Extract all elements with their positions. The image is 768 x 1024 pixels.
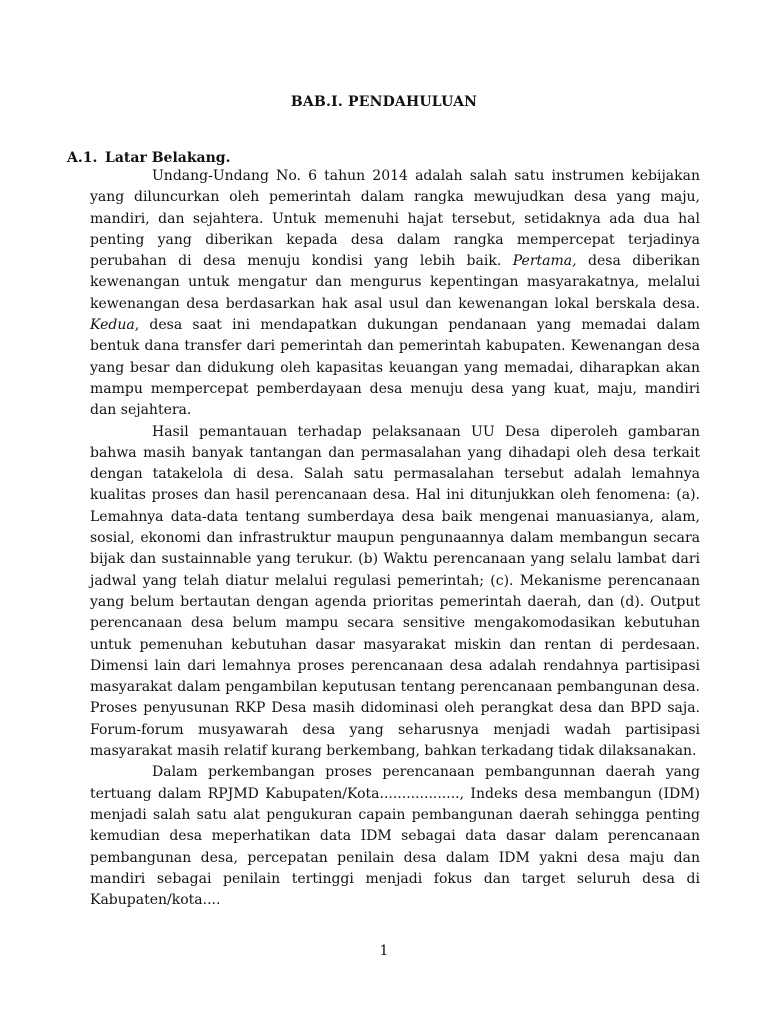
section-title: Latar Belakang. bbox=[105, 150, 231, 166]
chapter-title: BAB.I. PENDAHULUAN bbox=[290, 94, 478, 110]
section-heading bbox=[67, 150, 230, 166]
page-number: 1 bbox=[379, 943, 389, 959]
paragraph-text: desa diberikan kewenangan untuk mengatur dan mengurus kepentingan masyarakatnya, melalui kewenangan desa berdasarkan hak asal usul dan kewenangan lokal berskala desa. bbox=[90, 253, 700, 312]
emphasis-text: Pertama, bbox=[512, 253, 577, 270]
paragraph-text: Undang-Undang No. 6 tahun 2014 adalah salah satu instrumen kebijakan yang diluncurkan oleh pemerintah dalam rangka mewujudkan desa yang maju, mandiri, dan sejahtera. Untuk memenuhi hajat tersebut, setidaknya ada dua hal penting yang diberikan kepada desa dalam rangka mempercepat terjadinya perubahan di desa menuju kondisi yang lebih baik. bbox=[90, 168, 700, 270]
section-number: A.1. bbox=[67, 150, 98, 166]
paragraph-text: , desa saat ini mendapatkan dukungan pendanaan yang memadai dalam bentuk dana transfer dari pemerintah dan pemerintah kabupaten. Kewenangan desa yang besar dan didukung oleh kapasitas keuangan yang memadai, diharapkan akan mampu mempercepat pemberdayaan desa menuju desa yang kuat, maju, mandiri dan sejahtera. bbox=[90, 317, 700, 419]
paragraph: Hasil pemantauan terhadap pelaksanaan UU Desa diperoleh gambaran bahwa masih banyak tantangan dan permasalahan yang dihadapi oleh desa terkait dengan tatakelola di desa. Salah satu permasalahan tersebut adalah lemahnya kualitas proses dan hasil perencanaan desa. Hal ini ditunjukkan oleh fenomena: (a). Lemahnya data-data tentang sumberdaya desa baik mengenai manuasianya, alam, sosial, ekonomi dan infrastruktur maupun pengunaannya dalam membangun secara bijak dan sustainnable yang terukur. (b) Waktu perencanaan yang selalu lambat dari jadwal yang telah diatur melalui regulasi pemerintah; (c). Mekanisme perencanaan yang belum bertautan dengan agenda prioritas pemerintah daerah, dan (d). Output perencanaan desa belum mampu secara sensitive mengakomodasikan kebutuhan untuk pemenuhan kebutuhan dasar masyarakat miskin dan rentan di perdesaan. Dimensi lain dari lemahnya proses perencanaan desa adalah rendahnya partisipasi masyarakat dalam pengambilan keputusan tentang perencanaan pembangunan desa. Proses penyusunan RKP Desa masih didominasi oleh perangkat desa dan BPD saja. Forum-forum musyawarah desa yang seharusnya menjadi wadah partisipasi masyarakat masih relatif kurang berkembang, bahkan terkadang tidak dilaksanakan. bbox=[90, 423, 700, 760]
body-text bbox=[90, 166, 700, 911]
emphasis-text: Kedua bbox=[90, 317, 135, 334]
paragraph bbox=[90, 166, 700, 422]
paragraph: Dalam perkembangan proses perencanaan pembangunnan daerah yang tertuang dalam RPJMD Kabupaten/Kota.................., Indeks desa membangun (IDM) menjadi salah satu alat pengukuran capain pembangunan daerah sehingga penting kemudian desa meperhatikan data IDM sebagai data dasar dalam perencanaan pembangunan desa, percepatan penilain desa dalam IDM yakni desa maju dan mandiri sebagai penilain tertinggi menjadi fokus dan target seluruh desa di Kabupaten/kota.... bbox=[90, 764, 700, 909]
